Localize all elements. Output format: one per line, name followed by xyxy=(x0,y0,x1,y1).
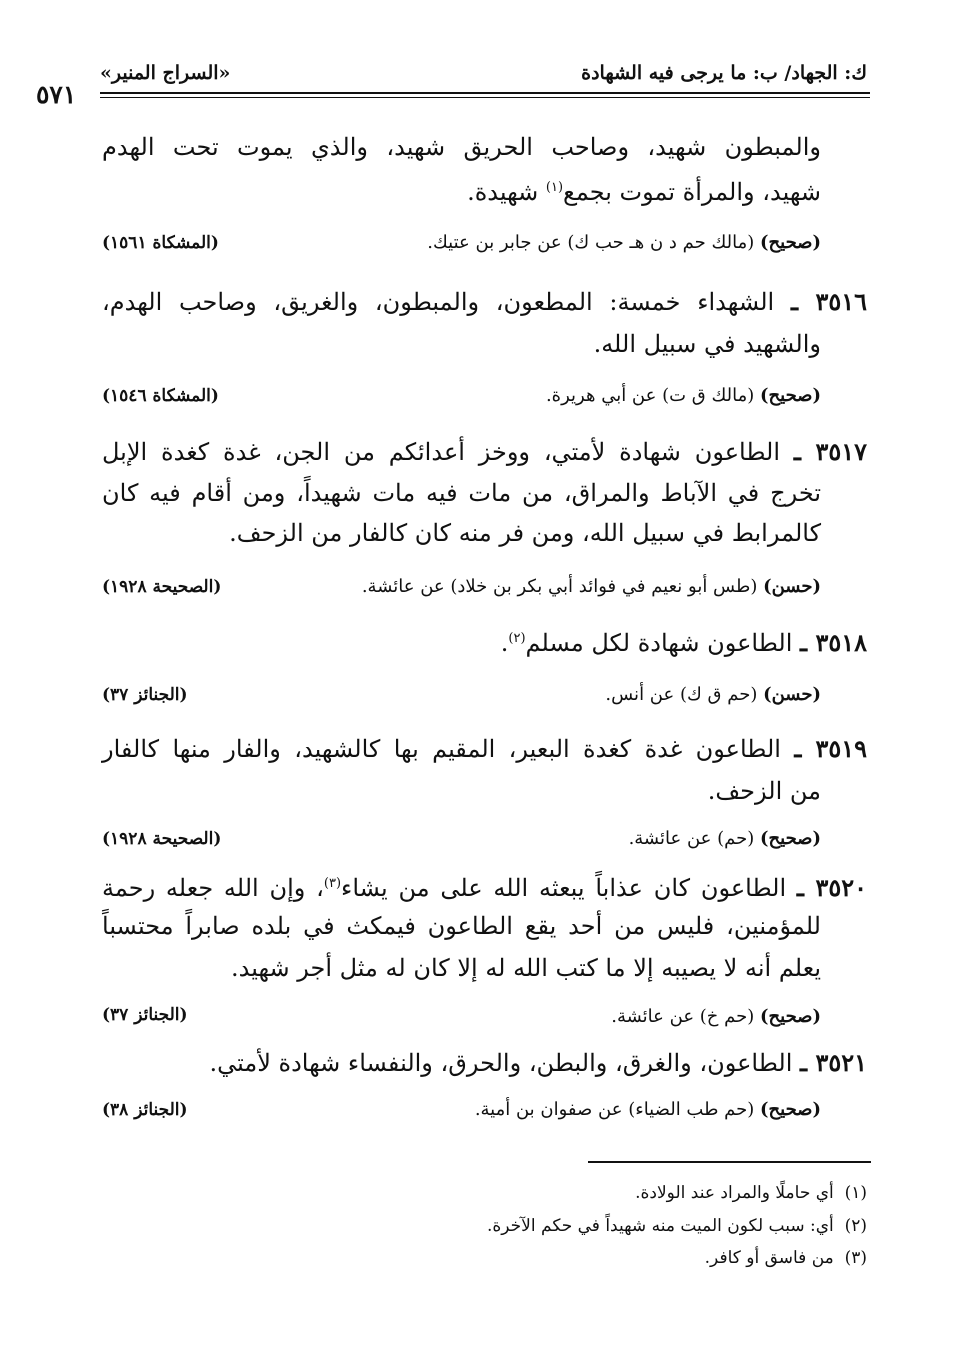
hadith-source: (صحيح) (حم) عن عائشة. xyxy=(628,828,821,849)
hadith-reference: (الجنائز ٣٨) xyxy=(102,1100,188,1120)
hadith-source: (حسن) (طس أبو نعيم في فوائد أبي بكر بن خلاد) عن عائشة. xyxy=(361,576,821,597)
grade: (حسن) xyxy=(763,576,821,597)
grade: (صحيح) xyxy=(760,1099,821,1120)
hadith-reference: (الصحيحة ١٩٢٨) xyxy=(102,577,222,597)
hadith-number: ٣٥٢١ ـ xyxy=(800,1048,867,1077)
running-header-chapter: ك: الجهاد/ ب: ما يرجى فيه الشهادة xyxy=(581,62,867,84)
footnote-marker[interactable]: (٣) xyxy=(323,876,342,891)
grade: (صحيح) xyxy=(760,232,821,253)
footnote-2: (٢) أي: سبب لكون الميت منه شهيداً في حكم الآخرة. xyxy=(486,1216,867,1236)
hadith-3518-line-1: ٣٥١٨ ـ الطاعون شهادة لكل مسلم$^{(٢)}$. xyxy=(500,628,867,657)
footnote-marker[interactable]: (١) xyxy=(545,180,564,195)
footnote-3: (٣) من فاسق أو كافر. xyxy=(704,1248,867,1268)
grade: (حسن) xyxy=(763,684,821,705)
hadith-number: ٣٥١٨ ـ xyxy=(800,628,867,657)
hadith-3520-line-3: يعلم أنه لا يصيبه إلا ما كتب الله له إلا كان له مثل أجر شهيد. xyxy=(230,954,821,982)
grade: (صحيح) xyxy=(760,1006,821,1027)
hadith-reference: (المشكاة ١٥٦١) xyxy=(102,233,219,253)
hadith-3521-line-1: ٣٥٢١ ـ الطاعون، والغرق، والبطن، والحرق، والنفساء شهادة لأمتي. xyxy=(209,1048,867,1077)
running-header-book-title: «السراج المنير» xyxy=(100,62,231,84)
hadith-source: (صحيح) (حم طب الضياء) عن صفوان بن أمية. xyxy=(474,1099,821,1120)
footnote-separator xyxy=(588,1161,871,1163)
grade: (صحيح) xyxy=(760,828,821,849)
hadith-source: (حسن) (حم ق ك) عن أنس. xyxy=(605,684,821,705)
hadith-3517-line-1: ٣٥١٧ ـ الطاعون شهادة لأمتي، ووخز أعدائكم من الجن، غدة كغدة الإبل xyxy=(102,437,867,466)
hadith-number: ٣٥١٧ ـ xyxy=(793,437,867,466)
hadith-source: (صحيح) (مالك ق ت) عن أبي هريرة. xyxy=(545,385,821,406)
footnote-1: (١) أي حاملًا والمراد عند الولادة. xyxy=(635,1183,867,1203)
hadith-reference: (الجنائز ٣٧) xyxy=(102,1005,188,1025)
hadith-source: (صحيح) (حم خ) عن عائشة. xyxy=(611,1006,821,1027)
footnote-marker[interactable]: (٢) xyxy=(508,631,526,646)
hadith-3519-line-1: ٣٥١٩ ـ الطاعون غدة كغدة البعير، المقيم بها كالشهيد، والفار منها كالفار xyxy=(102,734,867,763)
hadith-3519-line-2: من الزحف. xyxy=(707,777,821,805)
hadith-3516-line-1: ٣٥١٦ ـ الشهداء خمسة: المطعون، والمبطون، والغريق، وصاحب الهدم، xyxy=(102,287,867,316)
hadith-number: ٣٥١٦ ـ xyxy=(790,287,867,316)
hadith-reference: (المشكاة ١٥٤٦) xyxy=(102,386,219,406)
hadith-3516-line-2: والشهيد في سبيل الله. xyxy=(593,330,821,358)
hadith-number: ٣٥١٩ ـ xyxy=(794,734,867,763)
hadith-3517-line-3: كالمرابط في سبيل الله، ومن فر منه كان كالفار من الزحف. xyxy=(229,519,821,547)
hadith-reference: (الجنائز ٣٧) xyxy=(102,685,188,705)
hadith-number: ٣٥٢٠ ـ xyxy=(796,873,868,902)
hadith-3517-line-2: تخرج في الآباط والمراق، من مات فيه مات شهيداً، ومن أقام فيه كان xyxy=(102,479,821,507)
header-rule-top xyxy=(100,92,870,94)
hadith-3520-line-1: ٣٥٢٠ ـ الطاعون كان عذاباً يبعثه الله على من يشاء$^{(٣)}$، وإن الله جعله رحمة xyxy=(102,873,868,902)
hadith-reference: (الصحيحة ١٩٢٨) xyxy=(102,829,222,849)
hadith-3520-line-2: للمؤمنين، فليس من أحد يقع الطاعون فيمكث في بلده صابراً محتسباً xyxy=(102,912,821,940)
grade: (صحيح) xyxy=(760,385,821,406)
hadith-continued-line-2: شهيد، والمرأة تموت بجمع$^{(١)}$ شهيدة. xyxy=(467,178,821,206)
hadith-source: (صحيح) (مالك حم د ن هـ حب ك) عن جابر بن عتيك. xyxy=(427,232,821,253)
header-rule-bottom xyxy=(100,97,870,98)
hadith-continued-line-1: والمبطون شهيد، وصاحب الحريق شهيد، والذي يموت تحت الهدم xyxy=(102,133,821,161)
page-number: ٥٧١ xyxy=(36,80,77,109)
